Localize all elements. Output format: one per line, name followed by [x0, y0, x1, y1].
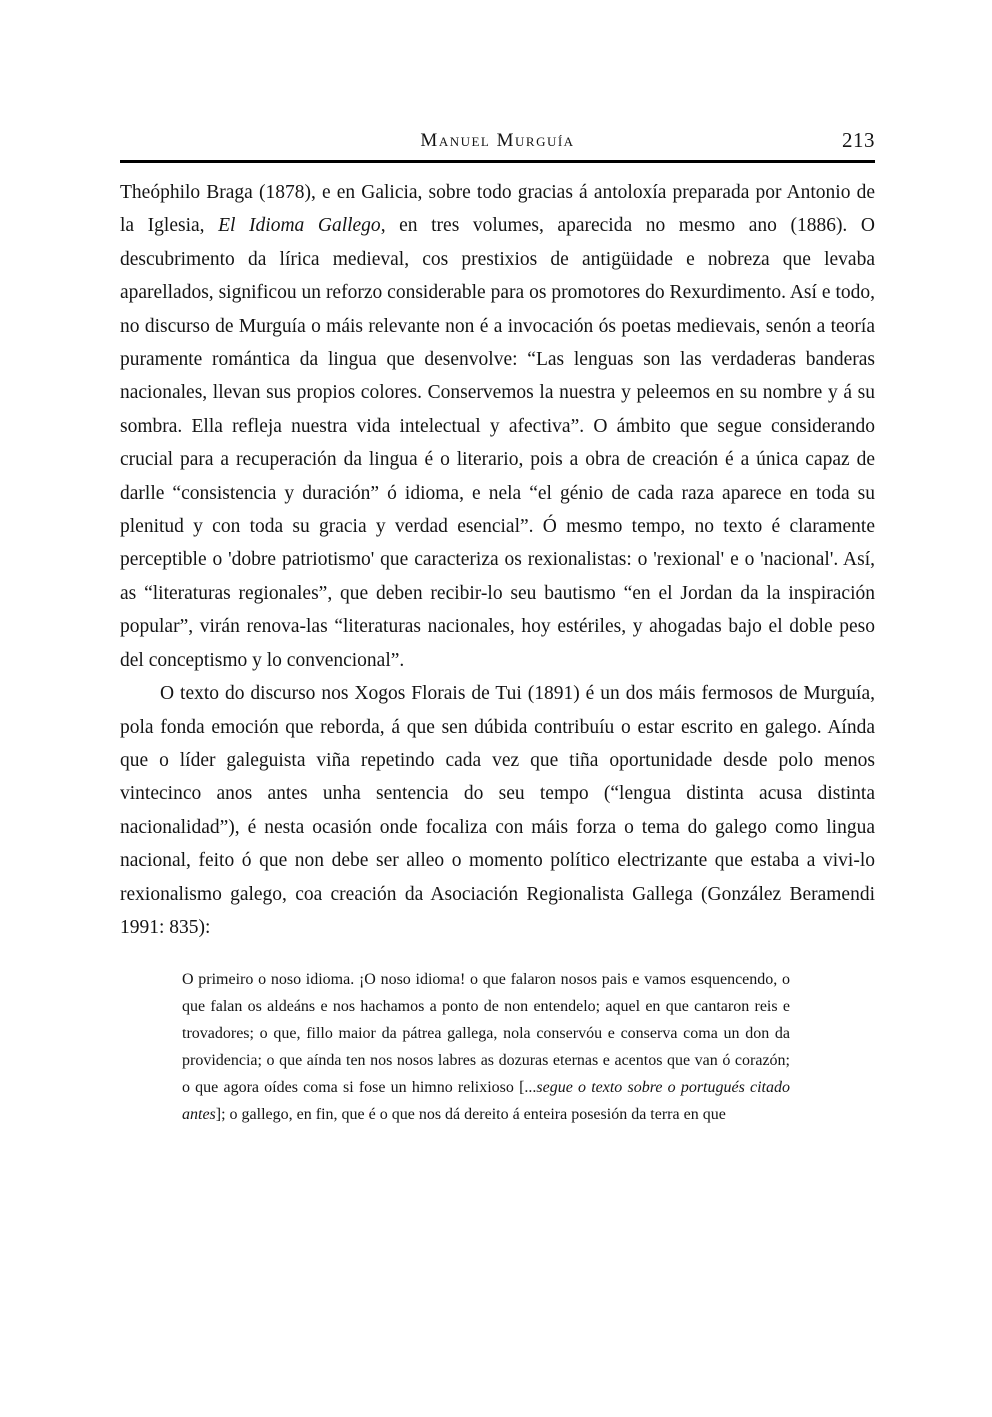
- text-run: O primeiro o noso idioma. ¡O noso idioma! o que falaron nosos pais e vamos esquencendo, o que falan os aldeáns e nos hachamos a ponto de non entendelo; aquel en que cantaron reis e trovadores; o que, fillo maior da pátrea gallega, nola conservóu e conserva coma un don da providencia; o que aínda ten nos nosos labres as dozuras eternas e acentos que van ó corazón; o que agora oídes coma si fose un himno relixioso [...: [182, 971, 790, 1097]
- page-body: [120, 176, 875, 1128]
- italic-text-run: segue o texto sobre o portugués citado antes: [182, 1079, 790, 1124]
- page-number: 213: [842, 128, 875, 152]
- text-run: ]; o gallego, en fin, que é o que nos dá dereito á enteira posesión da terra en que: [215, 1106, 726, 1124]
- running-header-title: Manuel Murguía: [420, 130, 575, 151]
- text-run: Theóphilo Braga (1878), e en Galicia, sobre todo gracias á antoloxía preparada por Antonio de la Iglesia,: [120, 182, 875, 237]
- header-rule: [120, 160, 875, 163]
- paragraph-2: [120, 677, 875, 944]
- text-run: , en tres volumes, aparecida no mesmo ano (1886). O descubrimento da lírica medieval, cos prestixios de antigüidade e nobreza que levaba aparellados, significou un reforzo considerable para os promotores do Rexurdimento. Así e todo, no discurso de Murguía o máis relevante non é a invocación ós poetas medievais, senón a teoría puramente romántica da lingua que desenvolve: “Las lenguas son las verdaderas banderas nacionales, llevan sus propios colores. Conservemos la nuestra y peleemos en su nombre y á su sombra. Ella refleja nuestra vida intelectual y afectiva”. O ámbito que segue considerando crucial para a recuperación da lingua é o literario, pois a obra de creación é a única capaz de darlle “consistencia y duración” ó idioma, e nela “el génio de cada raza aparece en toda su plenitud y con toda su gracia y verdad esencial”. Ó mesmo tempo, no texto é claramente perceptible o 'dobre patriotismo' que caracteriza os rexionalistas: o 'rexional' e o 'nacional'. Así, as “literaturas regionales”, que deben recibir-lo seu bautismo “en el Jordan da la inspiración popular”, virán renova-las “literaturas nacionales, hoy estériles, y ahogadas bajo el doble peso del conceptismo y lo convencional”.: [120, 215, 875, 671]
- running-header: [120, 130, 875, 158]
- italic-text-run: El Idioma Gallego: [218, 215, 381, 237]
- paragraph-1: [120, 176, 875, 677]
- block-quote: [182, 966, 790, 1128]
- text-run: O texto do discurso nos Xogos Florais de Tui (1891) é un dos máis fermosos de Murguía, pola fonda emoción que reborda, á que sen dúbida contribuíu o estar escrito en galego. Aínda que o líder galeguista viña repetindo cada vez que tiña oportunidade desde polo menos vintecinco anos antes unha sentencia do seu tempo (“lengua distinta acusa distinta nacionalidad”), é nesta ocasión onde focaliza con máis forza o tema do galego como lingua nacional, feito ó que non debe ser alleo o momento político electrizante que estaba a vivi-lo rexionalismo galego, coa creación da Asociación Regionalista Gallega (González Beramendi 1991: 835):: [120, 683, 875, 938]
